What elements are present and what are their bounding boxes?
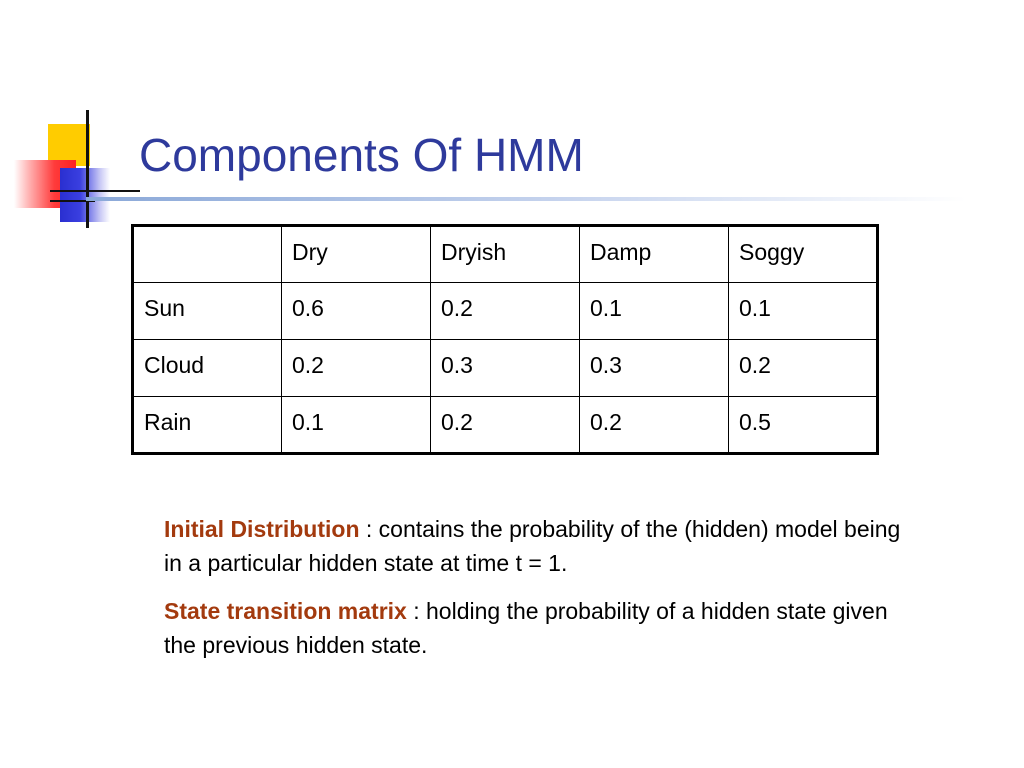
blue-square (60, 168, 110, 222)
table-cell: 0.2 (729, 340, 878, 397)
row-label-cell: Sun (133, 283, 282, 340)
table-cell: 0.3 (580, 340, 729, 397)
definition-initial-distribution (164, 512, 924, 580)
definitions-block (164, 512, 924, 676)
row-label-cell: Rain (133, 397, 282, 454)
table-cell: 0.3 (431, 340, 580, 397)
row-label-cell: Cloud (133, 340, 282, 397)
table-cell: 0.2 (431, 283, 580, 340)
table-cell: 0.1 (729, 283, 878, 340)
definition-term: State transition matrix (164, 598, 407, 624)
table-cell: 0.6 (282, 283, 431, 340)
definition-text: : holding the probability of a hidden state given the previous hidden state. (164, 598, 888, 658)
definition-text: : contains the probability of the (hidden) model being in a particular hidden state at time t = 1. (164, 516, 901, 576)
header-cell: Dryish (431, 226, 580, 283)
table-cell: 0.1 (580, 283, 729, 340)
vertical-line (86, 110, 89, 228)
definition-state-transition-matrix (164, 594, 924, 662)
table-cell: 0.2 (282, 340, 431, 397)
table-cell: 0.2 (431, 397, 580, 454)
table-row (133, 340, 878, 397)
table-row (133, 397, 878, 454)
table-cell: 0.1 (282, 397, 431, 454)
table-row (133, 283, 878, 340)
header-cell: Soggy (729, 226, 878, 283)
header-cell: Dry (282, 226, 431, 283)
decorative-logo (0, 0, 140, 240)
table-cell: 0.2 (580, 397, 729, 454)
slide-title: Components Of HMM (139, 129, 584, 181)
definition-term: Initial Distribution (164, 516, 360, 542)
header-cell (133, 226, 282, 283)
emission-probability-table (131, 224, 879, 455)
table-header-row (133, 226, 878, 283)
horizontal-line (50, 190, 140, 192)
title-underline (86, 197, 966, 201)
header-cell: Damp (580, 226, 729, 283)
table-cell: 0.5 (729, 397, 878, 454)
